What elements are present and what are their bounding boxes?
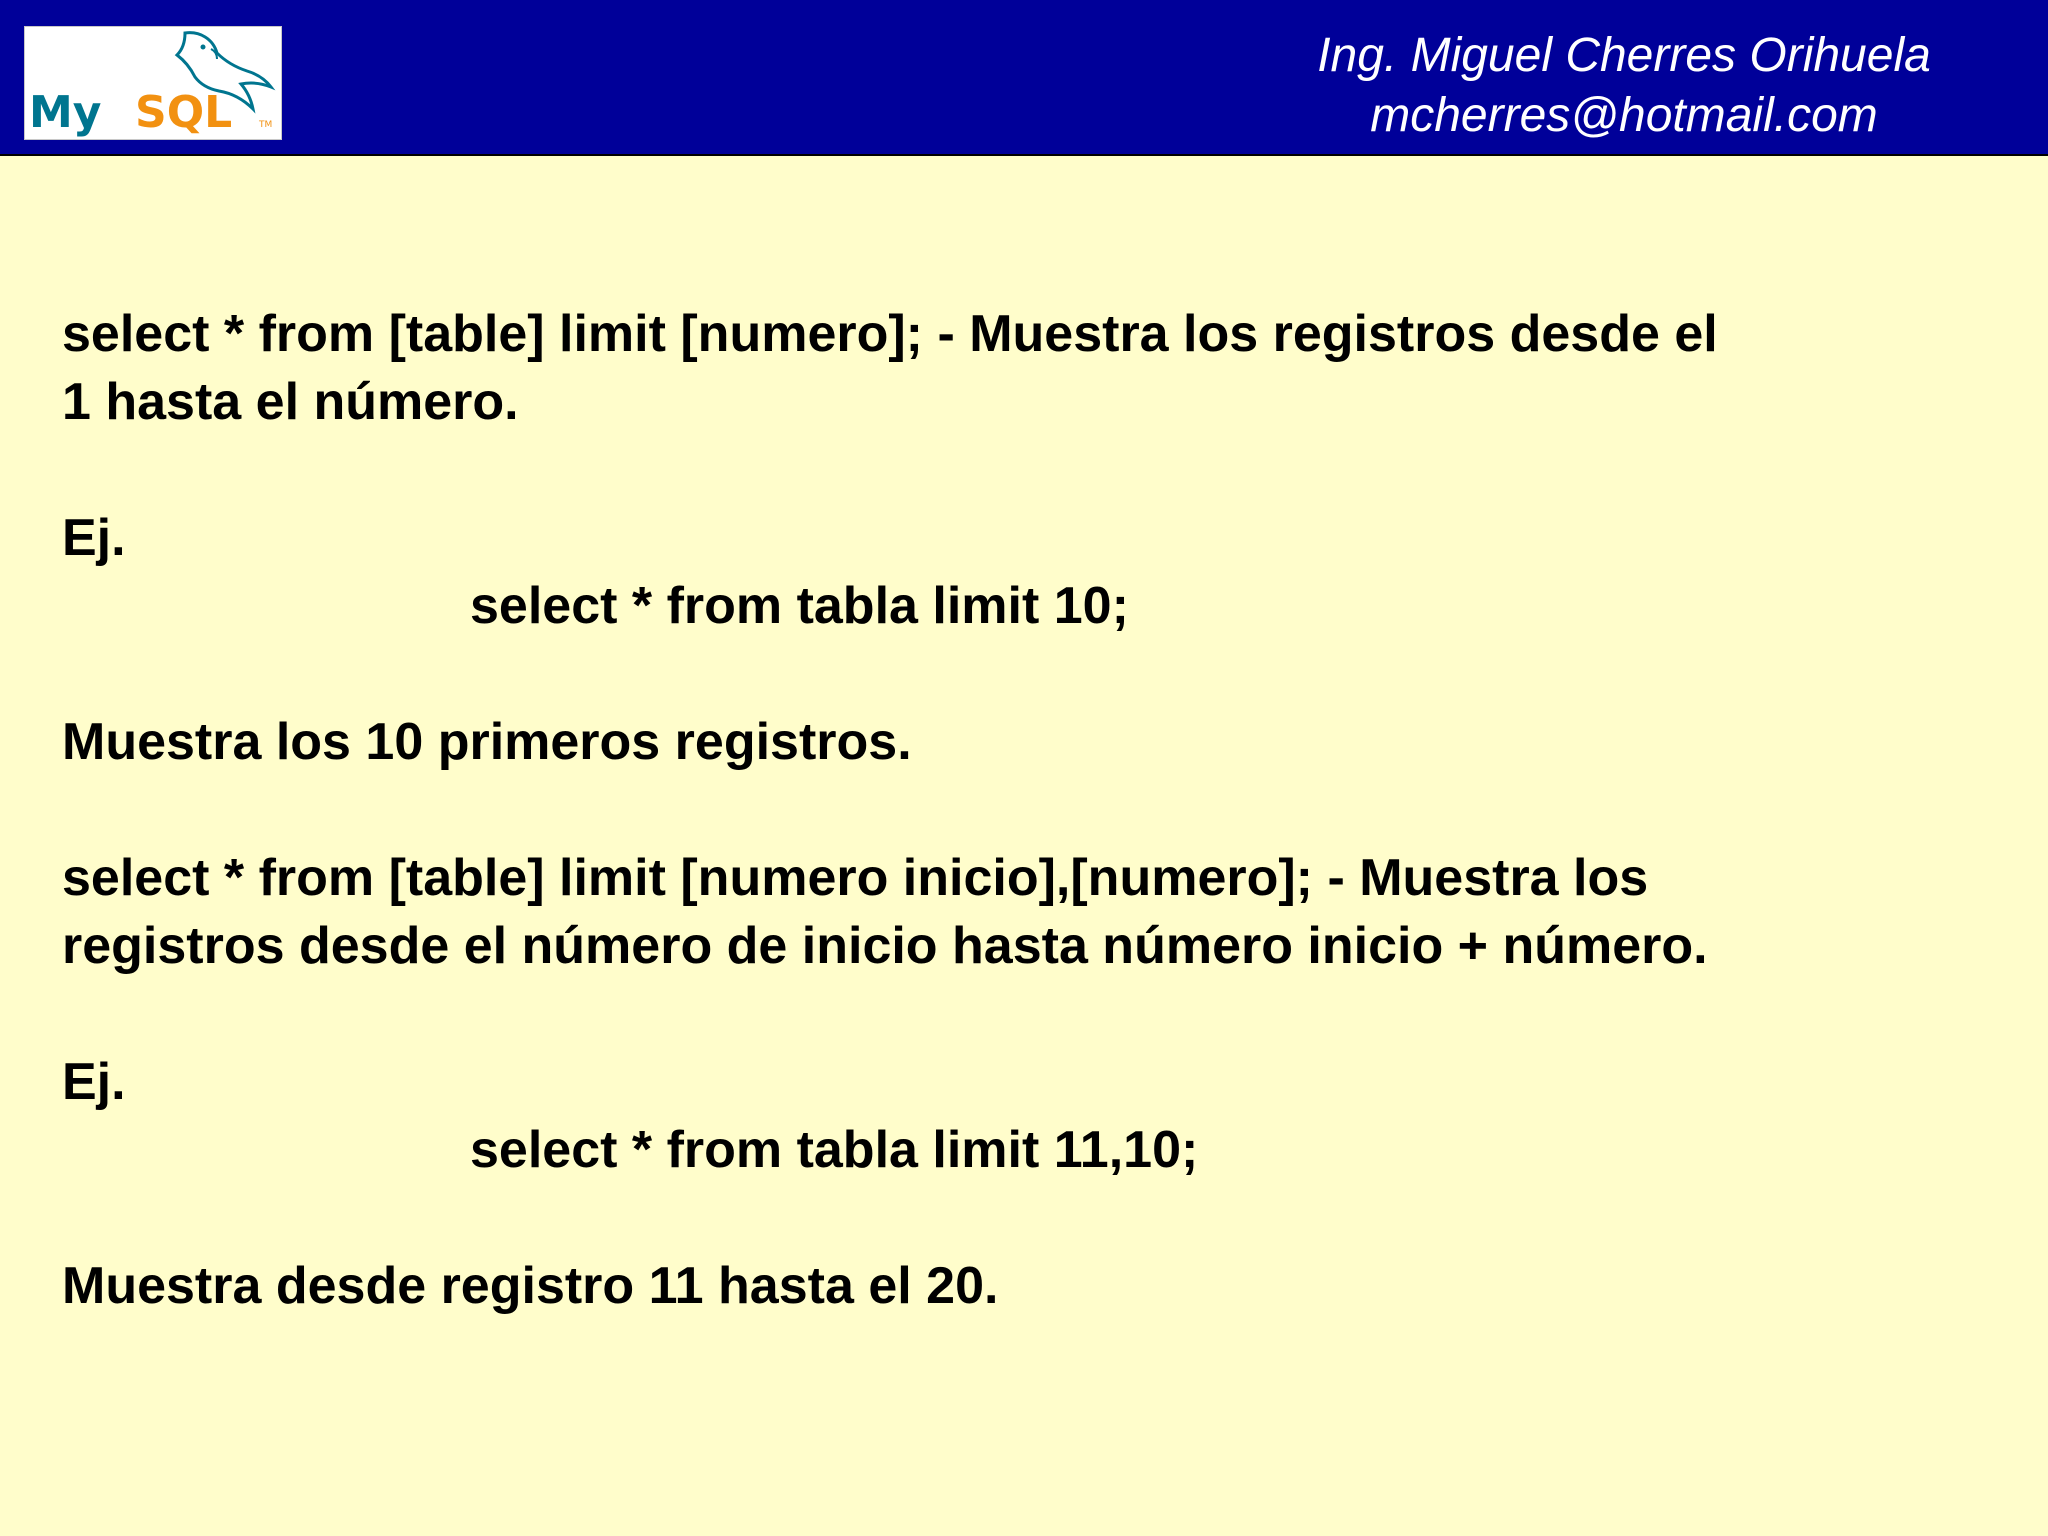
- example-result-1: Muestra los 10 primeros registros.: [62, 713, 912, 771]
- syntax-line-3: select * from [table] limit [numero inicio],[numero]; - Muestra los: [62, 849, 1649, 907]
- example-result-2: Muestra desde registro 11 hasta el 20.: [62, 1257, 999, 1315]
- logo-my-text: My: [29, 87, 102, 138]
- syntax-line-1: select * from [table] limit [numero]; - Muestra los registros desde el: [62, 305, 1718, 363]
- logo-tm-text: TM: [259, 120, 273, 130]
- author-block: [1244, 26, 2004, 146]
- example-query-2: select * from tabla limit 11,10;: [470, 1121, 1199, 1179]
- author-name: Ing. Miguel Cherres Orihuela: [1317, 29, 1931, 82]
- syntax-line-2: 1 hasta el número.: [62, 373, 519, 431]
- spacer: [62, 640, 2002, 708]
- mysql-logo: [24, 26, 282, 140]
- author-email: mcherres@hotmail.com: [1370, 89, 1878, 142]
- syntax-line-4: registros desde el número de inicio hasta número inicio + número.: [62, 917, 1708, 975]
- spacer: [62, 436, 2002, 504]
- example-label-2: Ej.: [62, 1053, 126, 1111]
- example-query-1: select * from tabla limit 10;: [470, 577, 1129, 635]
- example-label-1: Ej.: [62, 509, 126, 567]
- spacer: [62, 776, 2002, 844]
- dolphin-icon: [25, 27, 281, 139]
- slide-content: [62, 300, 2002, 1320]
- spacer: [62, 980, 2002, 1048]
- logo-sql-text: SQL: [135, 87, 233, 138]
- spacer: [62, 1184, 2002, 1252]
- slide-header: [0, 0, 2048, 156]
